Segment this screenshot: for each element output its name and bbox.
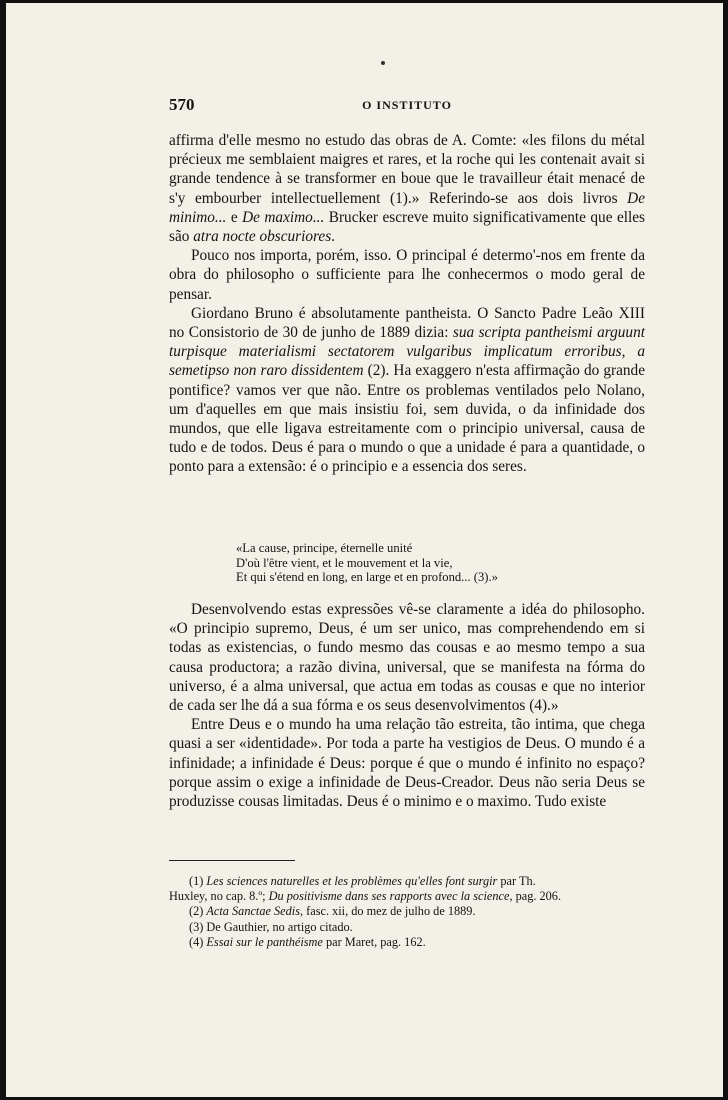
verse-line-3: Et qui s'étend en long, en large et en profond... (3).»: [236, 570, 498, 584]
footnote-3-number: (3): [189, 919, 207, 934]
footnote-2-text: , fasc. xii, do mez de julho de 1889.: [300, 904, 476, 919]
footnote-1-continued: [169, 889, 645, 904]
footnote-4-title: Essai sur le panthéisme: [206, 934, 323, 949]
footnote-3: [189, 920, 645, 935]
footnote-4: [189, 935, 645, 950]
running-title: O INSTITUTO: [362, 98, 452, 112]
paragraph-3-text: Giordano Bruno é absolutamente pantheista. O Sancto Padre Leão XIII no Consistorio de 30 de junho de 1889 dizia:: [169, 304, 645, 342]
verse-line-1: «La cause, principe, éternelle unité: [236, 541, 413, 555]
paragraph-1: [169, 131, 645, 246]
paragraph-2: Pouco nos importa, porém, isso. O principal é determo'-nos em frente da obra do philosopho o sufficiente para lhe conhecermos o modo geral de pensar.: [169, 247, 645, 303]
page-header: [169, 95, 645, 117]
verse-quote: [236, 541, 656, 585]
footnote-3-text: De Gauthier, no artigo citado.: [206, 919, 353, 934]
footnote-1: [189, 874, 645, 889]
footnotes: [169, 874, 645, 950]
title-de-maximo: De maximo...: [242, 208, 325, 226]
paragraph-3: [169, 304, 645, 477]
main-text-lower: [169, 600, 645, 811]
footnote-1-title-2: Du positivisme dans ses rapports avec la science: [268, 889, 510, 904]
footnote-rule: [169, 860, 295, 861]
latin-phrase: atra nocte obscuriores: [193, 228, 332, 246]
footnote-2-number: (2): [189, 904, 207, 919]
footnote-1-text-3: , pag. 206.: [509, 889, 562, 904]
footnote-4-text: par Maret, pag. 162.: [322, 934, 426, 949]
main-text-upper: [169, 131, 645, 477]
verse-line-2: D'où l'être vient, et le mouvement et la vie,: [236, 555, 453, 570]
paragraph-1-text-2: Brucker escreve muito significativamente que elles são: [169, 208, 645, 246]
latin-quote: sua scripta pantheismi arguunt turpisque materialismi sectatorem vulgaribus implicatum erroribus, a semetipso non raro dissidentem: [169, 324, 645, 380]
footnote-1-text: par Th.: [497, 874, 536, 888]
page-number: 570: [169, 95, 195, 114]
paragraph-1-end: .: [331, 228, 335, 246]
footnote-4-number: (4): [189, 934, 207, 949]
title-de-minimo: De minimo...: [169, 189, 645, 226]
paragraph-4: Desenvolvendo estas expressões vê-se claramente a idéa do philosopho. «O principio supremo, Deus, é um ser unico, mas comprehendendo em si todas as existencias, o fundo mesmo das cousas e ao mesmo tempo a sua causa productora; a razão divina, universal, que se manifesta na fórma do universo, é a alma universal, que actua em todas as cousas e que no interior de cada ser lhe dá a sua fórma e os seus desenvolvimentos (4).»: [169, 601, 645, 715]
paragraph-5: Entre Deus e o mundo ha uma relação tão estreita, tão intima, que chega quasi a ser «identidade». Por toda a parte ha vestigios de Deus. O mundo é a infinidade; a infinidade é Deus: porque é que o mundo é infinito no espaço? porque assim o exige a infinidade de Deus-Creador. Deus não seria Deus se produzisse cousas limitadas. Deus é o minimo e o maximo. Tudo existe: [169, 716, 645, 811]
paragraph-3-text-2: (2). Ha exaggero n'esta affirmação do grande pontifice? vamos ver que não. Entre os problemas ventilados pelo Nolano, um d'aquelles em que mais insistiu foi, sem duvida, o da infinidade dos mundos, que elle ligava estreitamente com o principio universal, causa de tudo e de todos. Deus é para o mundo o que a unidade é para a quantidade, o ponto para a extensão: é o principio e a essencia dos seres.: [169, 362, 646, 476]
footnote-2-title: Acta Sanctae Sedis: [206, 904, 300, 919]
conjunction: e: [226, 208, 243, 226]
footnote-1-text-2: Huxley, no cap. 8.º;: [169, 889, 269, 904]
footnote-2: [189, 904, 645, 919]
footnote-1-number: (1): [189, 874, 207, 888]
ink-speck: [381, 61, 385, 65]
footnote-1-title: Les sciences naturelles et les problèmes qu'elles font surgir: [206, 874, 498, 888]
paragraph-1-text: affirma d'elle mesmo no estudo das obras de A. Comte: «les filons du métal précieux me semblaient maigres et rares, et la roche qui les contenait avait si grande tendence à se transformer en boue que le travailleur était menacé de s'y embourber intellectuellement (1).» Referindo-se aos dois livros: [169, 132, 645, 207]
